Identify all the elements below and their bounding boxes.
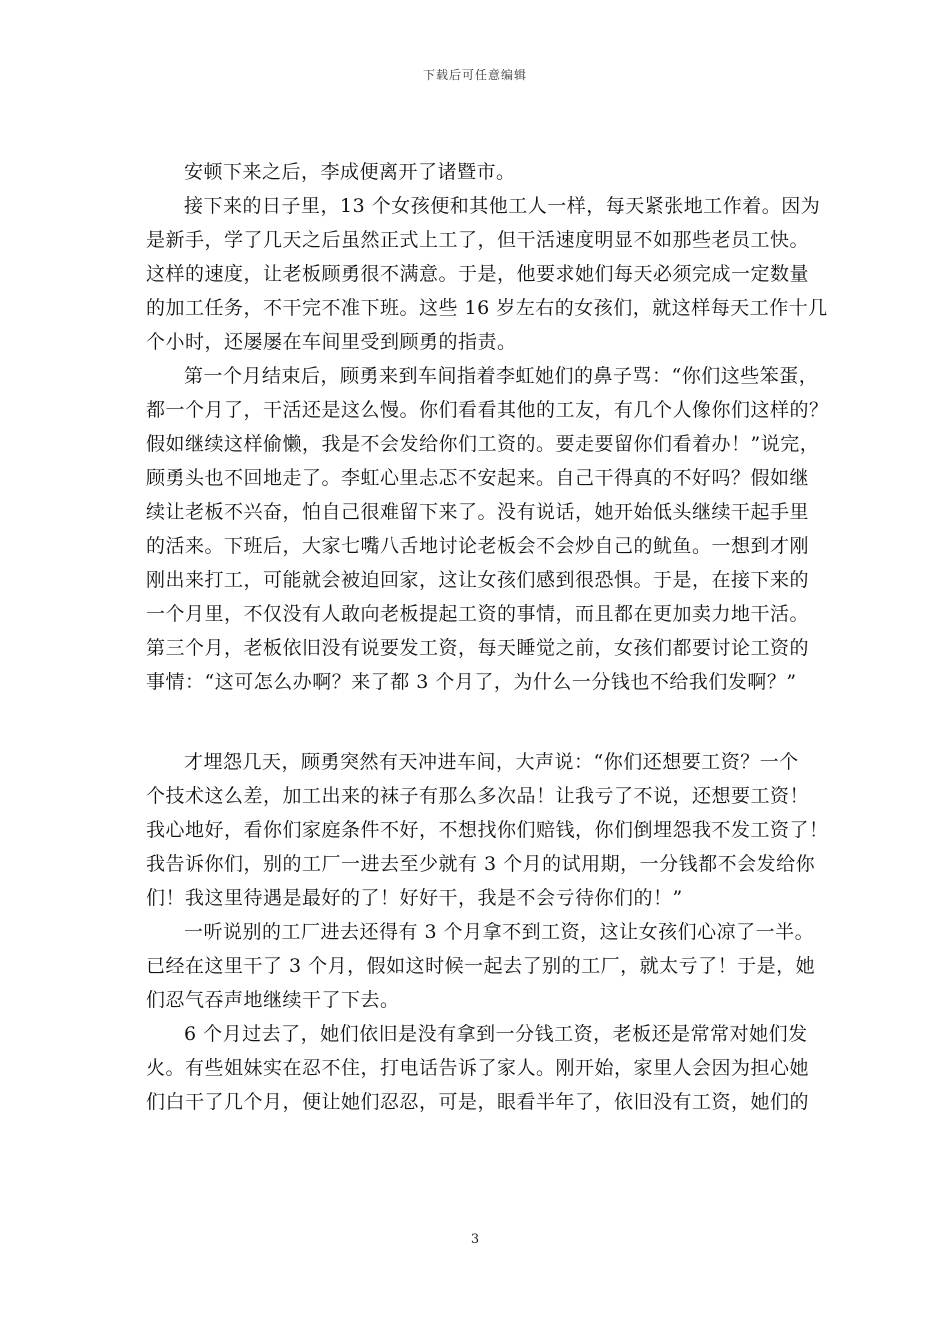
blank-spacer: [146, 699, 808, 745]
paragraph-line: 我告诉你们，别的工厂一进去至少就有 3 个月的试用期，一分钱都不会发给你: [146, 853, 816, 875]
paragraph-line: 才埋怨几天，顾勇突然有天冲进车间，大声说：“你们还想要工资？一个: [184, 751, 799, 773]
paragraph-line: 已经在这里干了 3 个月，假如这时候一起去了别的工厂，就太亏了！于是，她: [146, 955, 816, 977]
paragraph-line: 们白干了几个月，便让她们忍忍，可是，眼看半年了，依旧没有工资，她们的: [146, 1091, 810, 1113]
page-header: 下载后可任意编辑: [422, 68, 527, 82]
paragraph-line: 一个月里，不仅没有人敢向老板提起工资的事情，而且都在更加卖力地干活。: [146, 603, 810, 625]
paragraph-line: 们！我这里待遇是最好的了！好好干，我是不会亏待你们的！”: [146, 887, 683, 909]
paragraph-line: 们忍气吞声地继续干了下去。: [146, 989, 400, 1011]
paragraph-line: 事情：“这可怎么办啊？来了都 3 个月了，为什么一分钱也不给我们发啊？”: [146, 671, 797, 693]
page-number: 3: [470, 1232, 480, 1247]
paragraph-line: 6 个月过去了，她们依旧是没有拿到一分钱工资，老板还是常常对她们发: [184, 1023, 808, 1045]
paragraph-line: 我心地好，看你们家庭条件不好，不想找你们赔钱，你们倒埋怨我不发工资了！: [146, 819, 829, 841]
paragraph-line: 刚出来打工，可能就会被迫回家，这让女孩们感到很恐惧。于是，在接下来的: [146, 569, 810, 591]
paragraph-line: 假如继续这样偷懒，我是不会发给你们工资的。要走要留你们看着办！”说完，: [146, 433, 820, 455]
paragraph-line: 这样的速度，让老板顾勇很不满意。于是，他要求她们每天必须完成一定数量: [146, 263, 810, 285]
paragraph-line: 的活来。下班后，大家七嘴八舌地讨论老板会不会炒自己的鱿鱼。一想到才刚: [146, 535, 810, 557]
paragraph-line: 的加工任务，不干完不准下班。这些 16 岁左右的女孩们，就这样每天工作十几: [146, 297, 828, 319]
paragraph-line: 第三个月，老板依旧没有说要发工资，每天睡觉之前，女孩们都要讨论工资的: [146, 637, 810, 659]
paragraph-line: 个技术这么差，加工出来的袜子有那么多次品！让我亏了不说，还想要工资！: [146, 785, 810, 807]
paragraph-line: 都一个月了，干活还是这么慢。你们看看其他的工友，有几个人像你们这样的？: [146, 399, 829, 421]
paragraph-line: 接下来的日子里，13 个女孩便和其他工人一样，每天紧张地工作着。因为: [184, 195, 821, 217]
paragraph-line: 安顿下来之后，李成便离开了诸暨市。: [184, 161, 516, 183]
paragraph-line: 一听说别的工厂进去还得有 3 个月拿不到工资，这让女孩们心凉了一半。: [184, 921, 815, 943]
paragraph-line: 火。有些姐妹实在忍不住，打电话告诉了家人。刚开始，家里人会因为担心她: [146, 1057, 810, 1079]
paragraph-line: 个小时，还屡屡在车间里受到顾勇的指责。: [146, 331, 517, 353]
paragraph-line: 第一个月结束后，顾勇来到车间指着李虹她们的鼻子骂：“你们这些笨蛋，: [184, 365, 819, 387]
paragraph-line: 顾勇头也不回地走了。李虹心里忐忑不安起来。自己干得真的不好吗？假如继: [146, 467, 810, 489]
paragraph-line: 续让老板不兴奋，怕自己很难留下来了。没有说话，她开始低头继续干起手里: [146, 501, 810, 523]
paragraph-line: 是新手，学了几天之后虽然正式上工了，但干活速度明显不如那些老员工快。: [146, 229, 810, 251]
document-body: [146, 155, 829, 1119]
